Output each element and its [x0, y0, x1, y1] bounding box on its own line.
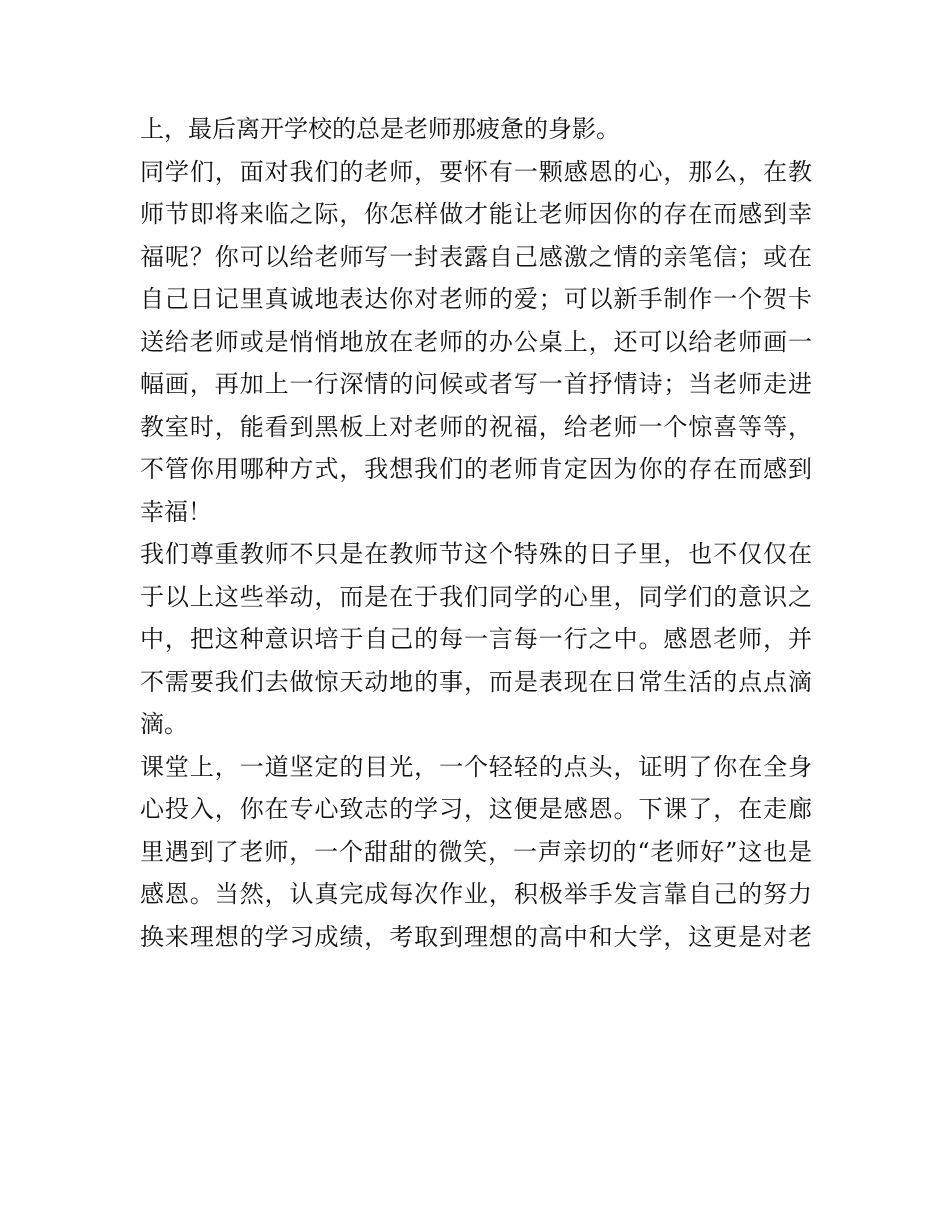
document-body [140, 108, 812, 958]
text-line: 换来理想的学习成绩，考取到理想的高中和大学，这更是对老 [140, 922, 812, 951]
text-line: 福呢？你可以给老师写一封表露自己感激之情的亲笔信；或在 [140, 242, 812, 271]
text-line: 心投入，你在专心致志的学习，这便是感恩。下课了，在走廊 [140, 795, 812, 823]
text-line: 自己日记里真诚地表达你对老师的爱；可以新手制作一个贺卡 [140, 285, 812, 313]
text-line: 师节即将来临之际，你怎样做才能让老师因你的存在而感到幸 [140, 200, 812, 228]
text-line: 于以上这些举动，而是在于我们同学的心里，同学们的意识之 [140, 582, 812, 611]
text-line: 感恩。当然，认真完成每次作业，积极举手发言靠自己的努力 [140, 880, 812, 908]
text-line: 幸福！ [140, 497, 212, 526]
text-line: 送给老师或是悄悄地放在老师的办公桌上，还可以给老师画一 [140, 327, 812, 356]
text-line: 不需要我们去做惊天动地的事，而是表现在日常生活的点点滴 [140, 667, 812, 696]
text-line: 我们尊重教师不只是在教师节这个特殊的日子里，也不仅仅在 [140, 540, 812, 568]
text-line: 同学们，面对我们的老师，要怀有一颗感恩的心，那么，在教 [140, 157, 812, 186]
text-line: 滴。 [140, 710, 188, 738]
text-line: 不管你用哪种方式，我想我们的老师肯定因为你的存在而感到 [140, 455, 812, 483]
text-line: 教室时，能看到黑板上对老师的祝福，给老师一个惊喜等等， [140, 412, 812, 441]
text-line: 中，把这种意识培于自己的每一言每一行之中。感恩老师，并 [140, 625, 812, 653]
text-line: 幅画，再加上一行深情的问候或者写一首抒情诗；当老师走进 [140, 370, 812, 398]
text-line: 课堂上，一道坚定的目光，一个轻轻的点头，证明了你在全身 [140, 752, 812, 781]
text-line: 里遇到了老师，一个甜甜的微笑，一声亲切的“老师好”这也是 [140, 837, 812, 866]
text-line: 上，最后离开学校的总是老师那疲惫的身影。 [140, 115, 620, 143]
